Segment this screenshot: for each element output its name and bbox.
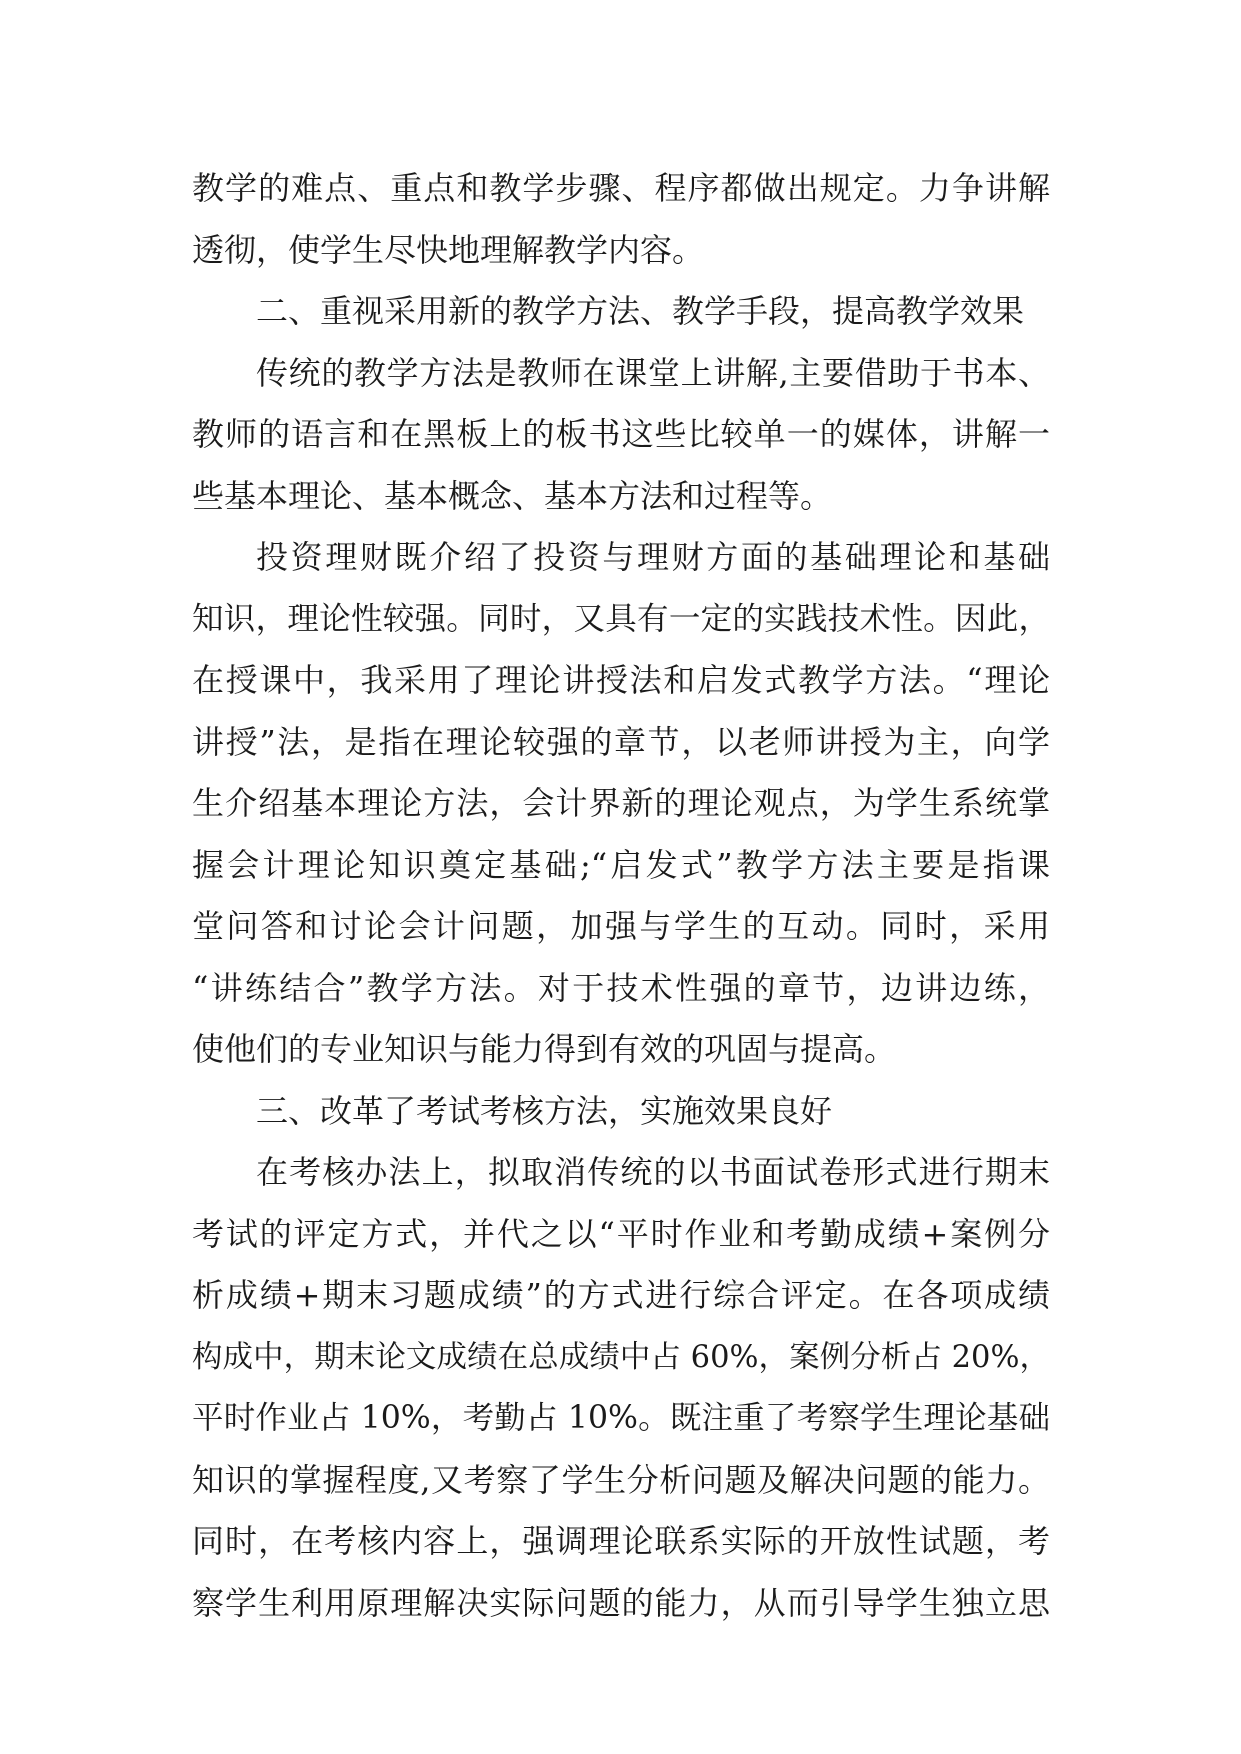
text-line: 知识，理论性较强。同时，又具有一定的实践技术性。因此， bbox=[192, 600, 1050, 637]
text-line: 知识的掌握程度,又考察了学生分析问题及解决问题的能力。 bbox=[192, 1460, 1050, 1499]
text-line: 讲授”法，是指在理论较强的章节，以老师讲授为主，向学 bbox=[192, 722, 1050, 761]
paragraph-start-line: 在考核办法上，拟取消传统的以书面试卷形式进行期末 bbox=[256, 1153, 1050, 1191]
text-line: 教师的语言和在黑板上的板书这些比较单一的媒体，讲解一 bbox=[192, 415, 1050, 453]
document-body bbox=[192, 158, 1050, 1634]
paragraph-start-line: 三、改革了考试考核方法，实施效果良好 bbox=[256, 1091, 833, 1130]
text-line: “讲练结合”教学方法。对于技术性强的章节，边讲边练， bbox=[192, 968, 1050, 1007]
text-line: 平时作业占 10%，考勤占 10%。既注重了考察学生理论基础 bbox=[192, 1400, 1050, 1436]
text-line: 些基本理论、基本概念、基本方法和过程等。 bbox=[192, 476, 833, 515]
text-line: 在授课中，我采用了理论讲授法和启发式教学方法。“理论 bbox=[192, 661, 1050, 699]
text-line: 考试的评定方式，并代之以“平时作业和考勤成绩+案例分 bbox=[192, 1214, 1050, 1253]
text-line: 构成中，期末论文成绩在总成绩中占 60%，案例分析占 20%， bbox=[192, 1339, 1050, 1375]
text-line: 教学的难点、重点和教学步骤、程序都做出规定。力争讲解 bbox=[192, 169, 1050, 207]
text-line: 同时，在考核内容上，强调理论联系实际的开放性试题，考 bbox=[192, 1522, 1050, 1560]
paragraph-start-line: 投资理财既介绍了投资与理财方面的基础理论和基础 bbox=[256, 538, 1050, 576]
text-line: 透彻，使学生尽快地理解教学内容。 bbox=[192, 230, 705, 269]
paragraph-start-line: 传统的教学方法是教师在课堂上讲解,主要借助于书本、 bbox=[256, 353, 1050, 392]
text-line: 堂问答和讨论会计问题，加强与学生的互动。同时，采用 bbox=[192, 907, 1050, 945]
text-line: 析成绩+期末习题成绩”的方式进行综合评定。在各项成绩 bbox=[192, 1276, 1050, 1314]
text-line: 握会计理论知识奠定基础;“启发式”教学方法主要是指课 bbox=[192, 845, 1050, 884]
text-line: 察学生利用原理解决实际问题的能力，从而引导学生独立思 bbox=[192, 1583, 1050, 1622]
text-line: 生介绍基本理论方法，会计界新的理论观点，为学生系统掌 bbox=[192, 784, 1050, 822]
text-line: 使他们的专业知识与能力得到有效的巩固与提高。 bbox=[192, 1030, 897, 1068]
paragraph-start-line: 二、重视采用新的教学方法、教学手段，提高教学效果 bbox=[256, 292, 1025, 330]
